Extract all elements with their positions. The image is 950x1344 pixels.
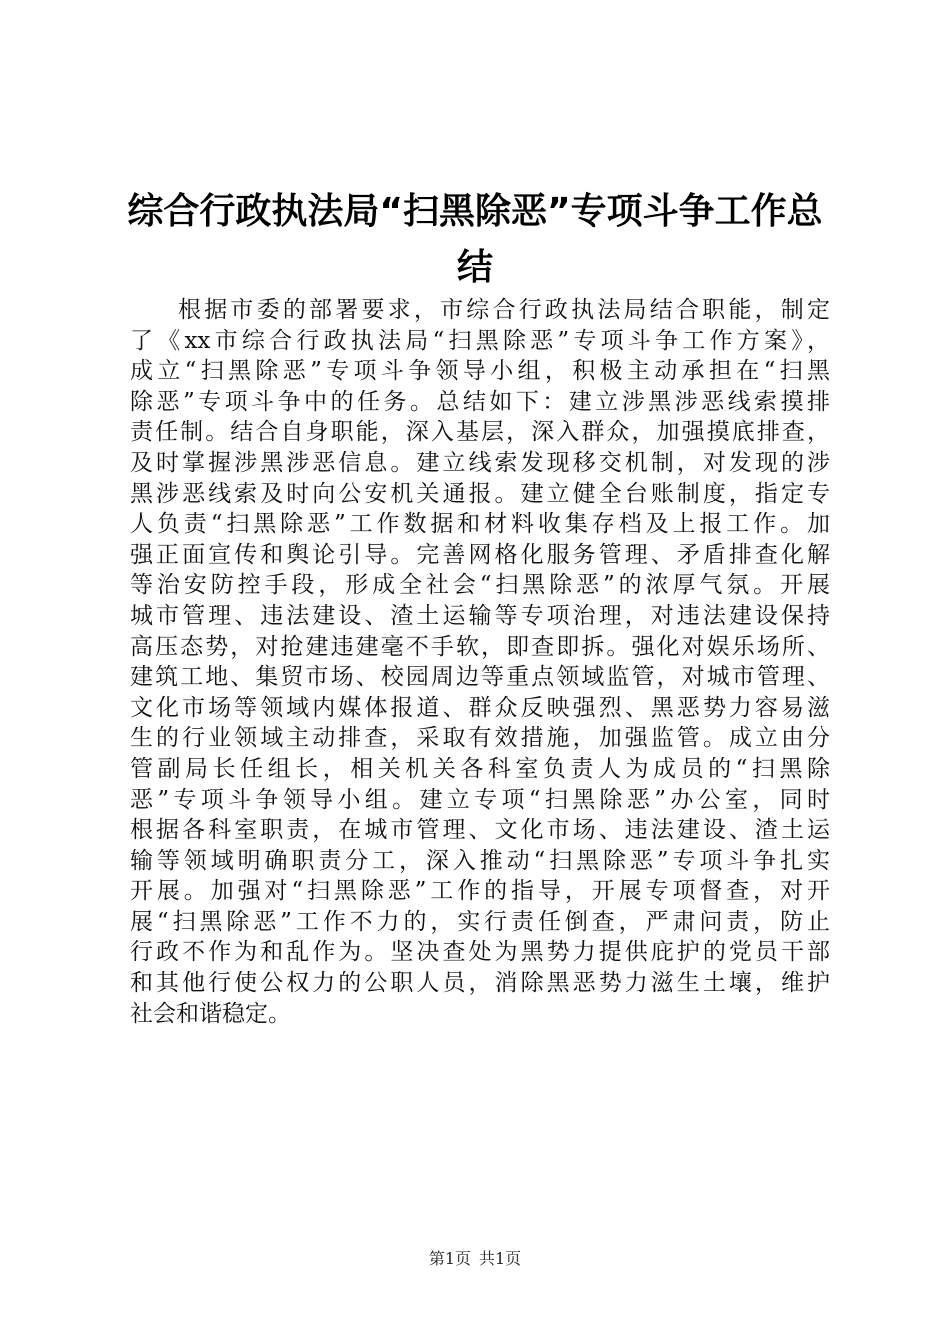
body-line: 文化市场等领域内媒体报道、群众反映强烈、黑恶势力容易滋 (130, 694, 830, 721)
body-line: 高压态势，对抢建违建毫不手软，即查即拆。强化对娱乐场所、 (130, 633, 830, 660)
body-line: 除恶”专项斗争中的任务。总结如下：建立涉黑涉恶线索摸排 (130, 388, 830, 415)
title-line-2: 结 (456, 247, 493, 288)
title-line-1: 综合行政执法局“扫黑除恶”专项斗争工作总 (127, 191, 823, 232)
page-footer (0, 1246, 950, 1269)
body-line: 社会和谐稳定。 (130, 1000, 291, 1027)
document-body (130, 295, 830, 1029)
body-line: 成立“扫黑除恶”专项斗争领导小组，积极主动承担在“扫黑 (130, 358, 830, 385)
body-line: 责任制。结合自身职能，深入基层，深入群众，加强摸底排查， (130, 419, 830, 446)
document-title (110, 184, 840, 296)
body-line: 开展。加强对“扫黑除恶”工作的指导，开展专项督查，对开 (130, 878, 830, 905)
body-line: 展“扫黑除恶”工作不力的，实行责任倒查，严肃问责，防止 (130, 908, 830, 935)
body-line: 人负责“扫黑除恶”工作数据和材料收集存档及上报工作。加 (130, 511, 830, 538)
body-line: 黑涉恶线索及时向公安机关通报。建立健全台账制度，指定专 (130, 480, 830, 507)
body-line: 输等领域明确职责分工，深入推动“扫黑除恶”专项斗争扎实 (130, 847, 830, 874)
body-line: 城市管理、违法建设、渣土运输等专项治理，对违法建设保持 (130, 602, 830, 629)
body-line: 等治安防控手段，形成全社会“扫黑除恶”的浓厚气氛。开展 (130, 572, 830, 599)
body-line: 根据市委的部署要求，市综合行政执法局结合职能，制定 (178, 297, 830, 323)
body-line: 行政不作为和乱作为。坚决查处为黑势力提供庇护的党员干部 (130, 939, 830, 966)
body-line: 强正面宣传和舆论引导。完善网格化服务管理、矛盾排查化解 (130, 541, 830, 568)
body-line: 建筑工地、集贸市场、校园周边等重点领域监管，对城市管理、 (130, 664, 830, 691)
body-line: 根据各科室职责，在城市管理、文化市场、违法建设、渣土运 (130, 817, 830, 844)
body-line: 及时掌握涉黑涉恶信息。建立线索发现移交机制，对发现的涉 (130, 449, 830, 476)
body-line: 生的行业领域主动排查，采取有效措施，加强监管。成立由分 (130, 725, 830, 752)
body-line: 和其他行使公权力的公职人员，消除黑恶势力滋生土壤，维护 (130, 970, 830, 997)
page-number-current: 第1页 (428, 1249, 471, 1268)
page-number-total: 共1页 (479, 1249, 522, 1268)
body-line: 恶”专项斗争领导小组。建立专项“扫黑除恶”办公室，同时 (130, 786, 830, 813)
body-line: 了《xx市综合行政执法局“扫黑除恶”专项斗争工作方案》， (130, 327, 830, 354)
body-line: 管副局长任组长，相关机关各科室负责人为成员的“扫黑除 (130, 755, 830, 782)
